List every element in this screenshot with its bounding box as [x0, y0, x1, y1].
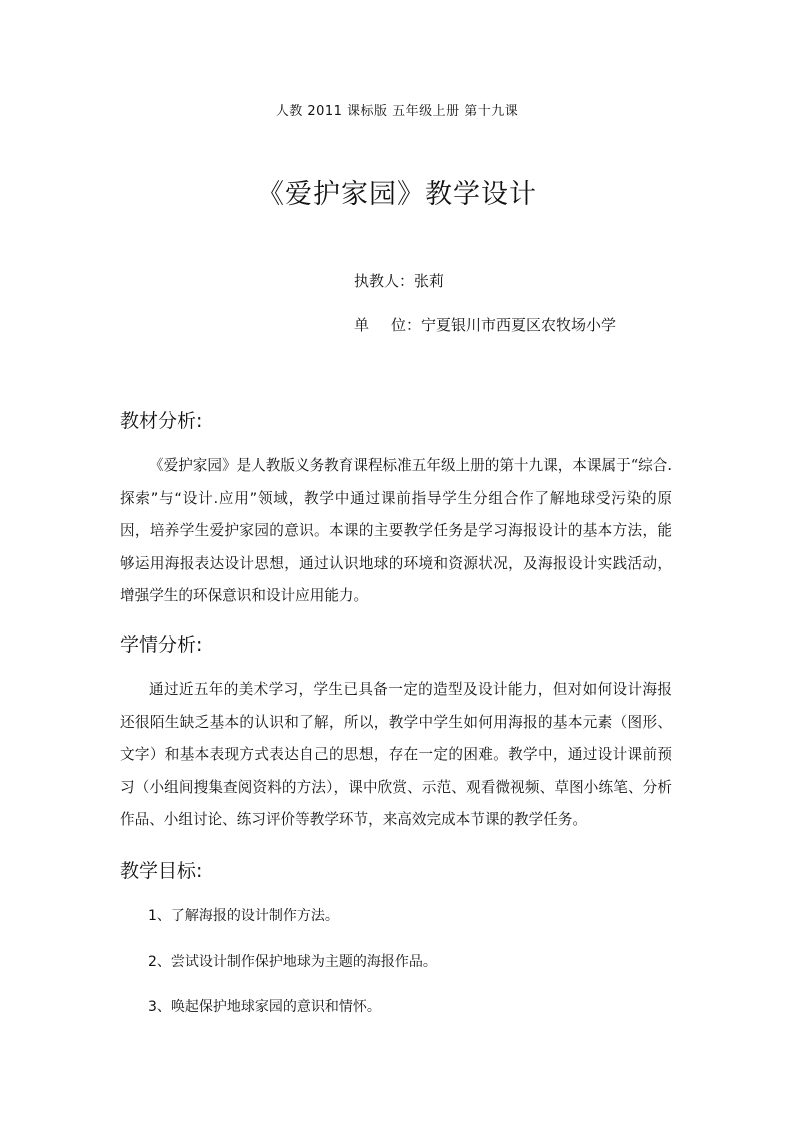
page-title: 《爱护家园》教学设计	[257, 179, 537, 210]
teacher-line	[354, 270, 444, 291]
unit-line	[354, 314, 616, 335]
student-analysis-heading: 学情分析:	[120, 634, 203, 656]
unit-value: 宁夏银川市西夏区农牧场小学	[421, 316, 617, 334]
material-analysis-paragraph	[120, 450, 672, 613]
teacher-label: 执教人：	[354, 272, 415, 290]
teaching-goals-heading: 教学目标:	[120, 860, 203, 882]
goal-item-2: 2、尝试设计制作保护地球为主题的海报作品。	[148, 954, 437, 970]
material-analysis-text: 探索”与“设计.应用”领域，教学中通过课前指导学生分组合作了解地球受污染的原因，培养学生爱护家园的意识。本课的主要教学任务是学习海报设计的基本方法，能够运用海报表达设计思想，通过认识地球的环境和资源状况，及海报设计实践活动，增强学生的环保意识和设计应用能力。	[120, 489, 672, 604]
teacher-name: 张莉	[414, 272, 445, 290]
goal-item-3: 3、唤起保护地球家园的意识和情怀。	[148, 999, 381, 1015]
unit-label-first: 单	[354, 316, 370, 334]
edition-header: 人教 2011 课标版 五年级上册 第十九课	[275, 104, 519, 119]
material-analysis-text-serif: 《爱护家园》是人教版义务教育课程标准五年级上册的第十九课，本课属于“综合.	[149, 457, 672, 474]
student-analysis-paragraph: 通过近五年的美术学习，学生已具备一定的造型及设计能力，但对如何设计海报还很陌生缺乏基本的认识和了解，所以，教学中学生如何用海报的基本元素（图形、文字）和基本表现方式表达自己的思想，存在一定的困难。教学中，通过设计课前预习（小组间搜集查阅资料的方法），课中欣赏、示范、观看微视频、草图小练笔、分析作品、小组讨论、练习评价等教学环节，来高效完成本节课的教学任务。	[120, 681, 672, 828]
unit-label-second: 位：	[391, 316, 422, 334]
goal-item-1: 1、了解海报的设计制作方法。	[148, 908, 339, 924]
material-analysis-heading: 教材分析:	[120, 410, 203, 432]
